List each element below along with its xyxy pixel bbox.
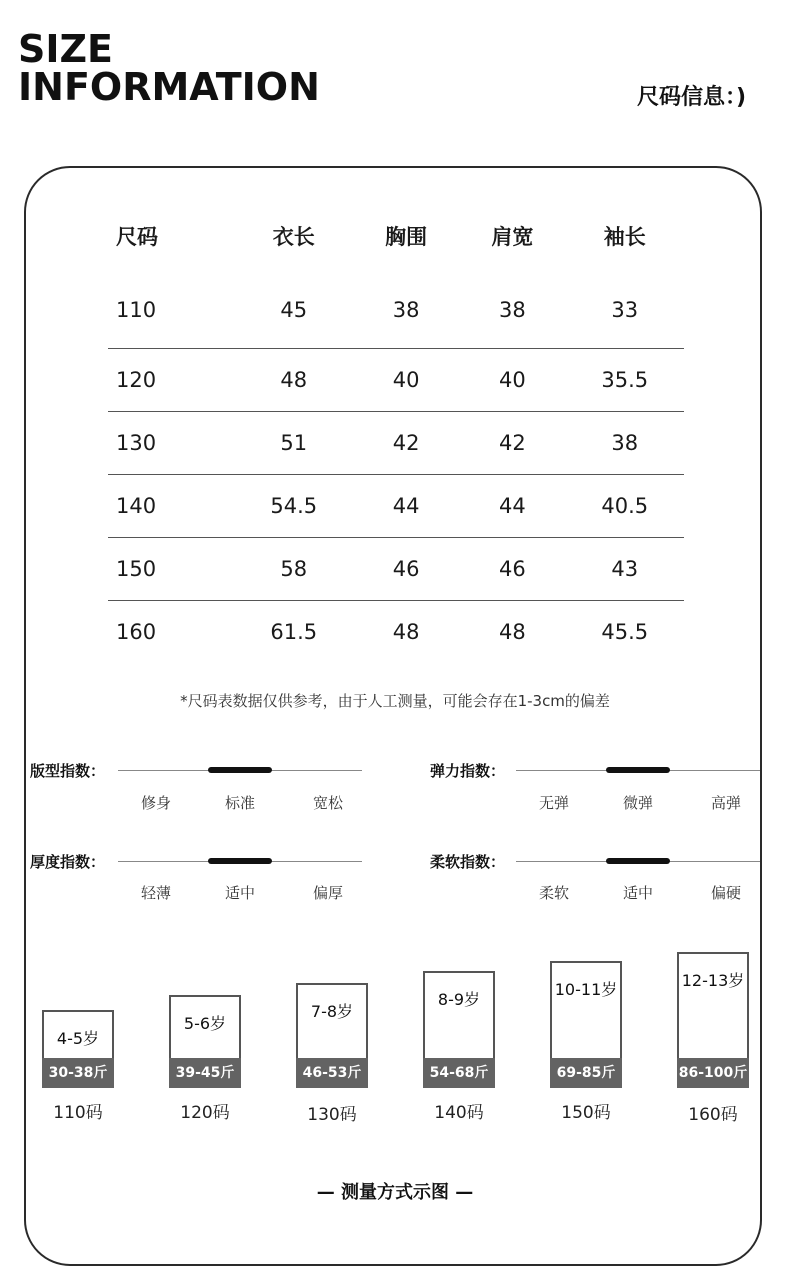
size-code-label: 140码 bbox=[434, 1103, 484, 1123]
column-header: 肩宽 bbox=[491, 225, 534, 249]
table-cell: 48 bbox=[459, 601, 565, 664]
table-cell: 120 bbox=[108, 349, 235, 412]
index-option: 柔软 bbox=[538, 884, 569, 902]
size-code-label: 110码 bbox=[53, 1103, 103, 1123]
table-cell: 54.5 bbox=[235, 475, 353, 538]
index-option: 无弹 bbox=[538, 794, 569, 812]
table-row bbox=[108, 601, 684, 664]
title-line-2: INFORMATION bbox=[18, 65, 320, 109]
size-code-label: 150码 bbox=[561, 1103, 611, 1123]
table-cell: 150 bbox=[108, 538, 235, 601]
table-cell: 45 bbox=[280, 298, 308, 322]
table-cell: 45.5 bbox=[566, 601, 684, 664]
column-header: 袖长 bbox=[603, 225, 646, 249]
table-row bbox=[108, 262, 684, 349]
table-row bbox=[108, 412, 684, 475]
index-option: 标准 bbox=[224, 794, 255, 812]
size-code-label: 160码 bbox=[688, 1105, 738, 1125]
table-cell: 130 bbox=[108, 412, 235, 475]
index-option: 高弹 bbox=[710, 794, 741, 812]
age-size-box bbox=[296, 983, 368, 1088]
table-cell: 42 bbox=[353, 412, 459, 475]
age-range: 12-13岁 bbox=[681, 971, 745, 990]
age-size-box bbox=[550, 961, 622, 1088]
column-header: 胸围 bbox=[385, 225, 428, 249]
table-cell: 48 bbox=[235, 349, 353, 412]
index-option: 微弹 bbox=[622, 794, 653, 812]
size-table bbox=[108, 210, 684, 663]
index-option: 适中 bbox=[622, 884, 653, 902]
age-size-box bbox=[169, 995, 241, 1088]
table-cell: 40 bbox=[459, 349, 565, 412]
page-title bbox=[18, 27, 320, 109]
index-option: 宽松 bbox=[312, 794, 343, 812]
table-cell: 44 bbox=[459, 475, 565, 538]
table-header-row bbox=[108, 210, 684, 262]
title-line-1: SIZE bbox=[18, 27, 114, 71]
table-cell: 48 bbox=[353, 601, 459, 664]
table-cell: 38 bbox=[499, 298, 526, 322]
table-cell: 38 bbox=[392, 298, 420, 322]
table-cell: 61.5 bbox=[235, 601, 353, 664]
index-label: 柔软指数： bbox=[430, 853, 506, 871]
table-cell: 33 bbox=[611, 298, 639, 322]
column-header: 尺码 bbox=[116, 225, 158, 249]
index-option: 轻薄 bbox=[140, 884, 171, 902]
table-cell: 38 bbox=[566, 412, 684, 475]
index-selected-marker bbox=[606, 858, 670, 864]
table-cell: 35.5 bbox=[566, 349, 684, 412]
measurement-diagram-title: — 测量方式示图 — bbox=[316, 1182, 474, 1203]
table-cell: 44 bbox=[353, 475, 459, 538]
index-selected-marker bbox=[208, 767, 272, 773]
table-cell: 46 bbox=[459, 538, 565, 601]
table-cell: 43 bbox=[566, 538, 684, 601]
weight-range: 30-38斤 bbox=[42, 1058, 114, 1088]
table-cell: 110 bbox=[116, 298, 157, 322]
weight-range: 69-85斤 bbox=[550, 1058, 622, 1088]
table-cell: 46 bbox=[353, 538, 459, 601]
table-cell: 160 bbox=[108, 601, 235, 664]
table-row bbox=[108, 349, 684, 412]
age-range: 10-11岁 bbox=[554, 980, 618, 999]
index-label: 弹力指数： bbox=[430, 762, 506, 780]
index-option: 适中 bbox=[224, 884, 255, 902]
index-selected-marker bbox=[606, 767, 670, 773]
age-range: 8-9岁 bbox=[437, 990, 481, 1009]
table-cell: 40 bbox=[353, 349, 459, 412]
age-size-box bbox=[42, 1010, 114, 1088]
table-cell: 40.5 bbox=[566, 475, 684, 538]
size-code-label: 120码 bbox=[180, 1103, 230, 1123]
table-cell: 51 bbox=[235, 412, 353, 475]
weight-range: 54-68斤 bbox=[423, 1058, 495, 1088]
table-cell: 42 bbox=[459, 412, 565, 475]
index-label: 版型指数： bbox=[30, 762, 106, 780]
column-header: 衣长 bbox=[272, 225, 315, 249]
age-size-box bbox=[423, 971, 495, 1088]
age-range: 5-6岁 bbox=[183, 1014, 227, 1033]
index-selected-marker bbox=[208, 858, 272, 864]
weight-range: 46-53斤 bbox=[296, 1058, 368, 1088]
table-row bbox=[108, 475, 684, 538]
age-range: 7-8岁 bbox=[310, 1002, 354, 1021]
index-option: 偏厚 bbox=[312, 884, 343, 902]
subtitle: 尺码信息：) bbox=[636, 85, 746, 110]
table-row bbox=[108, 538, 684, 601]
age-range: 4-5岁 bbox=[56, 1029, 100, 1048]
measurement-note: *尺码表数据仅供参考，由于人工测量，可能会存在1-3cm的偏差 bbox=[180, 692, 610, 710]
weight-range: 86-100斤 bbox=[677, 1058, 749, 1088]
age-size-box bbox=[677, 952, 749, 1088]
table-cell: 58 bbox=[235, 538, 353, 601]
index-label: 厚度指数： bbox=[30, 853, 106, 871]
table-cell: 140 bbox=[108, 475, 235, 538]
size-code-label: 130码 bbox=[307, 1105, 357, 1125]
weight-range: 39-45斤 bbox=[169, 1058, 241, 1088]
index-option: 修身 bbox=[140, 794, 171, 812]
index-option: 偏硬 bbox=[710, 884, 741, 902]
